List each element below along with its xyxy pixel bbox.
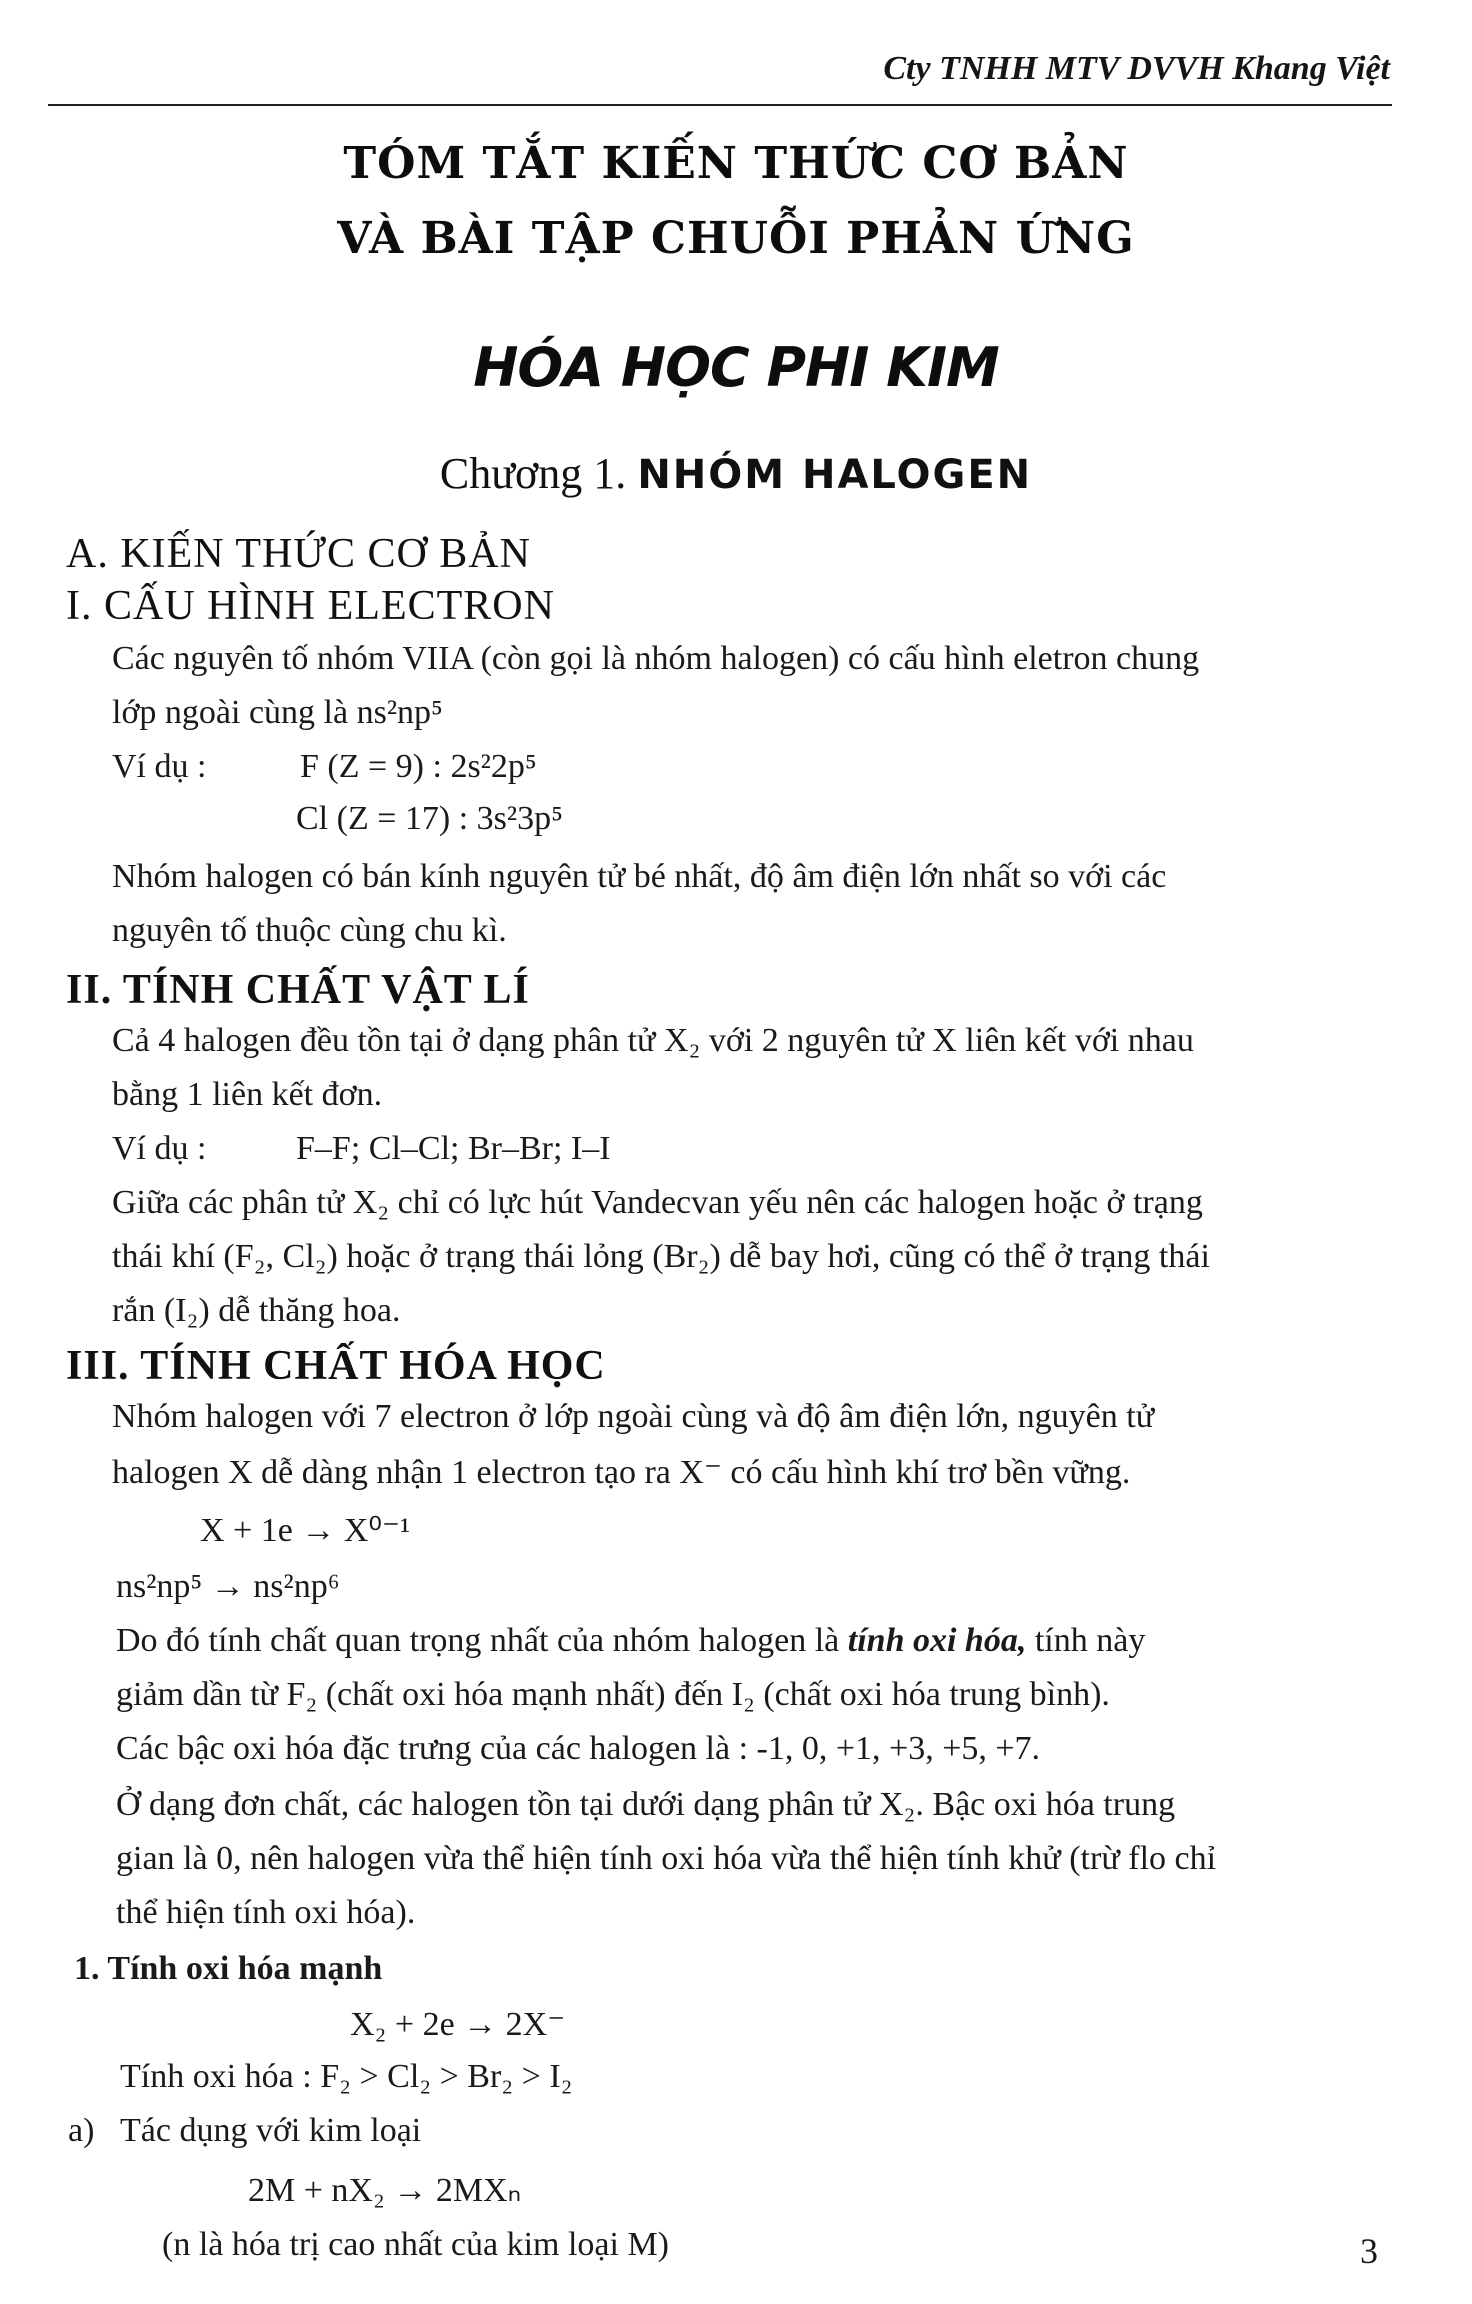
header-rule (48, 104, 1392, 106)
s1-paragraph-1: Các nguyên tố nhóm VIIA (còn gọi là nhóm halogen) có cấu hình eletron chung (112, 640, 1200, 677)
oxidation-order: Tính oxi hóa : F₂ > Cl₂ > Br₂ > I₂ (120, 2058, 573, 2095)
s3-paragraph-2-pre: Do đó tính chất quan trọng nhất của nhóm halogen là (116, 1622, 848, 1659)
section-a-heading: A. KIẾN THỨC CƠ BẢN (66, 531, 531, 577)
s3-paragraph-3: Các bậc oxi hóa đặc trưng của các halogen là : -1, 0, +1, +3, +5, +7. (116, 1730, 1041, 1767)
s3-paragraph-4c: thể hiện tính oxi hóa). (116, 1894, 416, 1931)
s3-paragraph-4b: gian là 0, nên halogen vừa thể hiện tính oxi hóa vừa thể hiện tính khử (trừ flo chỉ (116, 1840, 1217, 1877)
subsection-1-heading: 1. Tính oxi hóa mạnh (74, 1950, 383, 1987)
book-title-line2: VÀ BÀI TẬP CHUỖI PHẢN ỨNG (337, 213, 1135, 264)
s3-paragraph-2 (116, 1622, 1145, 1660)
s1-example-2: Cl (Z = 17) : 3s²3p⁵ (296, 800, 563, 837)
s1-paragraph-2: Nhóm halogen có bán kính nguyên tử bé nhất, độ âm điện lớn nhất so với các (112, 858, 1167, 895)
s2-paragraph-1: Cả 4 halogen đều tồn tại ở dạng phân tử X₂ với 2 nguyên tử X liên kết với nhau (112, 1022, 1194, 1059)
s2-paragraph-2c: rắn (I₂) dễ thăng hoa. (112, 1292, 401, 1329)
s3-paragraph-4: Ở dạng đơn chất, các halogen tồn tại dưới dạng phân tử X₂. Bậc oxi hóa trung (116, 1786, 1176, 1823)
chapter-number: Chương 1. (439, 449, 627, 498)
section-2-heading: II. TÍNH CHẤT VẬT LÍ (66, 967, 530, 1013)
s3-paragraph-1: Nhóm halogen với 7 electron ở lớp ngoài cùng và độ âm điện lớn, nguyên tử (112, 1398, 1155, 1435)
running-header: Cty TNHH MTV DVVH Khang Việt (883, 50, 1390, 87)
chapter-heading (0, 448, 1472, 499)
s1-paragraph-1b: lớp ngoài cùng là ns²np⁵ (112, 694, 443, 731)
chapter-name: NHÓM HALOGEN (637, 452, 1033, 498)
section-1-heading: I. CẤU HÌNH ELECTRON (66, 583, 555, 629)
s2-paragraph-2b: thái khí (F₂, Cl₂) hoặc ở trạng thái lỏng (Br₂) dễ bay hơi, cũng có thể ở trạng thái (112, 1238, 1210, 1275)
item-a-text: Tác dụng với kim loại (120, 2112, 422, 2149)
s2-example-label: Ví dụ : (112, 1130, 207, 1167)
s1-paragraph-2b: nguyên tố thuộc cùng chu kì. (112, 912, 507, 949)
s3-paragraph-2-post: tính này (1026, 1622, 1146, 1659)
s3-equation-3: X₂ + 2e → 2X⁻ (350, 2006, 566, 2043)
book-title-line1: TÓM TẮT KIẾN THỨC CƠ BẢN (343, 138, 1129, 189)
subject-title: HÓA HỌC PHI KIM (473, 336, 999, 399)
s1-example-label: Ví dụ : (112, 748, 207, 785)
s3-paragraph-2b: giảm dần từ F₂ (chất oxi hóa mạnh nhất) đến I₂ (chất oxi hóa trung bình). (116, 1676, 1110, 1713)
page-number: 3 (1360, 2231, 1378, 2271)
s2-example: F–F; Cl–Cl; Br–Br; I–I (296, 1130, 611, 1167)
section-3-heading: III. TÍNH CHẤT HÓA HỌC (66, 1343, 606, 1389)
s3-equation-4: 2M + nX₂ → 2MXₙ (248, 2172, 522, 2209)
s3-equation-2: ns²np⁵ → ns²np⁶ (116, 1568, 340, 1605)
s3-paragraph-1b: halogen X dễ dàng nhận 1 electron tạo ra X⁻ có cấu hình khí trơ bền vững. (112, 1454, 1131, 1491)
s1-example-1: F (Z = 9) : 2s²2p⁵ (300, 748, 537, 785)
s2-paragraph-2: Giữa các phân tử X₂ chỉ có lực hút Vandecvan yếu nên các halogen hoặc ở trạng (112, 1184, 1203, 1221)
s2-paragraph-1b: bằng 1 liên kết đơn. (112, 1076, 383, 1113)
item-a-label: a) (68, 2112, 95, 2149)
s3-paragraph-2-emphasis: tính oxi hóa, (847, 1622, 1027, 1659)
s3-note: (n là hóa trị cao nhất của kim loại M) (162, 2226, 669, 2263)
s3-equation-1: X + 1e → X⁰⁻¹ (200, 1512, 411, 1549)
